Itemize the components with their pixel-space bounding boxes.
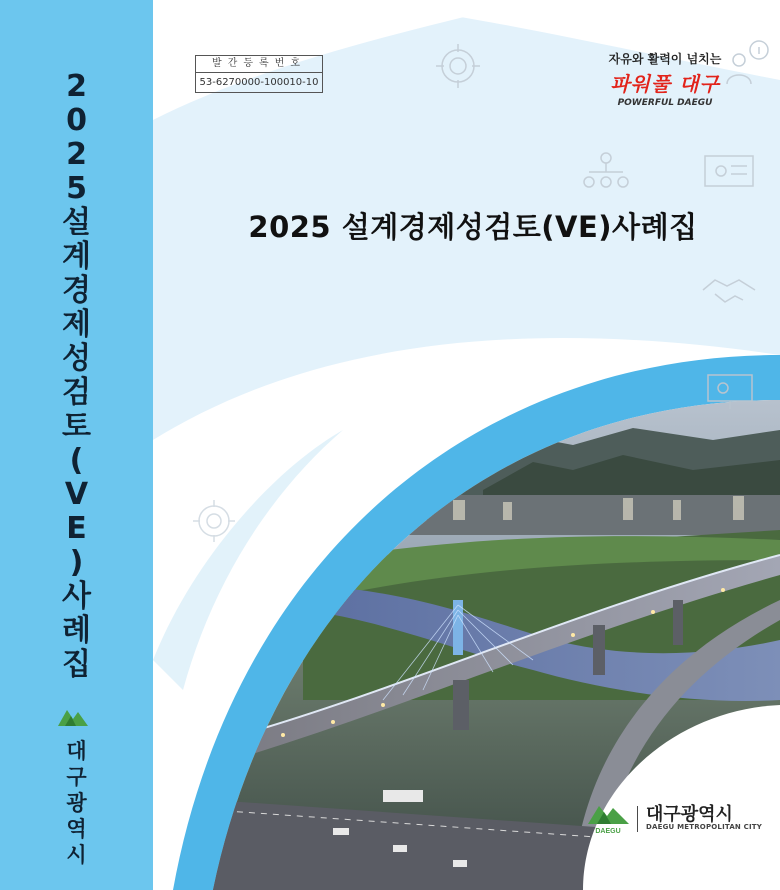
spine-title-char: ) [69,545,84,580]
spine-city-char: 대 [66,739,87,763]
target-person-icon [434,42,482,90]
org-chart-icon [581,150,631,200]
spine-city-name [0,738,153,868]
spine-logo-icon [56,706,90,728]
registration-box [195,55,323,93]
footer-city-name: 대구광역시 [646,804,733,825]
cover-background [153,0,780,890]
registration-number: 53-6270000-100010-10 [199,77,319,88]
spine-title [0,70,153,682]
handshake-icon [701,270,757,310]
spine-title-char: 제 [62,307,91,342]
spine-title-char: 검 [62,375,91,410]
spine-title-char: ( [69,443,84,478]
spine-title-char: 토 [62,409,91,444]
spine-title-char: 경 [62,273,91,308]
footer-logo-text: DAEGU [595,828,621,835]
spine-title-char: E [66,511,87,546]
spine-city-char: 구 [66,765,87,789]
registration-label: 발간등록번호 [196,56,322,73]
spine-title-char: 2 [66,69,87,104]
spine-title-char: 집 [62,647,91,682]
spine-title-char: 사 [62,579,91,614]
spine-title-char: 례 [62,613,91,648]
footer-divider [637,806,638,832]
slogan-main: 파워풀 대구 [610,72,720,96]
cover-page [153,0,780,890]
slogan [565,50,765,108]
presentation-icon [701,152,757,196]
cover-title: 2025 설계경제성검토(VE)사례집 [248,210,698,244]
spine-title-char: 5 [66,171,87,206]
spine-title-char: 2 [66,137,87,172]
monitor-icon [705,372,755,412]
slogan-english: POWERFUL DAEGU [617,98,713,108]
spine-title-char: 성 [62,341,91,376]
spine-city-char: 시 [66,843,87,867]
spine-title-char: 계 [62,239,91,274]
daegu-logo-icon [586,800,631,836]
footer-city-english: DAEGU METROPOLITAN CITY [646,823,763,831]
slogan-tagline: 자유와 활력이 넘치는 [608,52,722,66]
book-spine [0,0,153,890]
target-icon [191,498,237,544]
spine-title-char: V [64,477,89,512]
spine-city-char: 역 [66,817,87,841]
spine-title-char: 0 [66,103,87,138]
spine-city-char: 광 [66,791,87,815]
spine-title-char: 설 [62,205,91,240]
